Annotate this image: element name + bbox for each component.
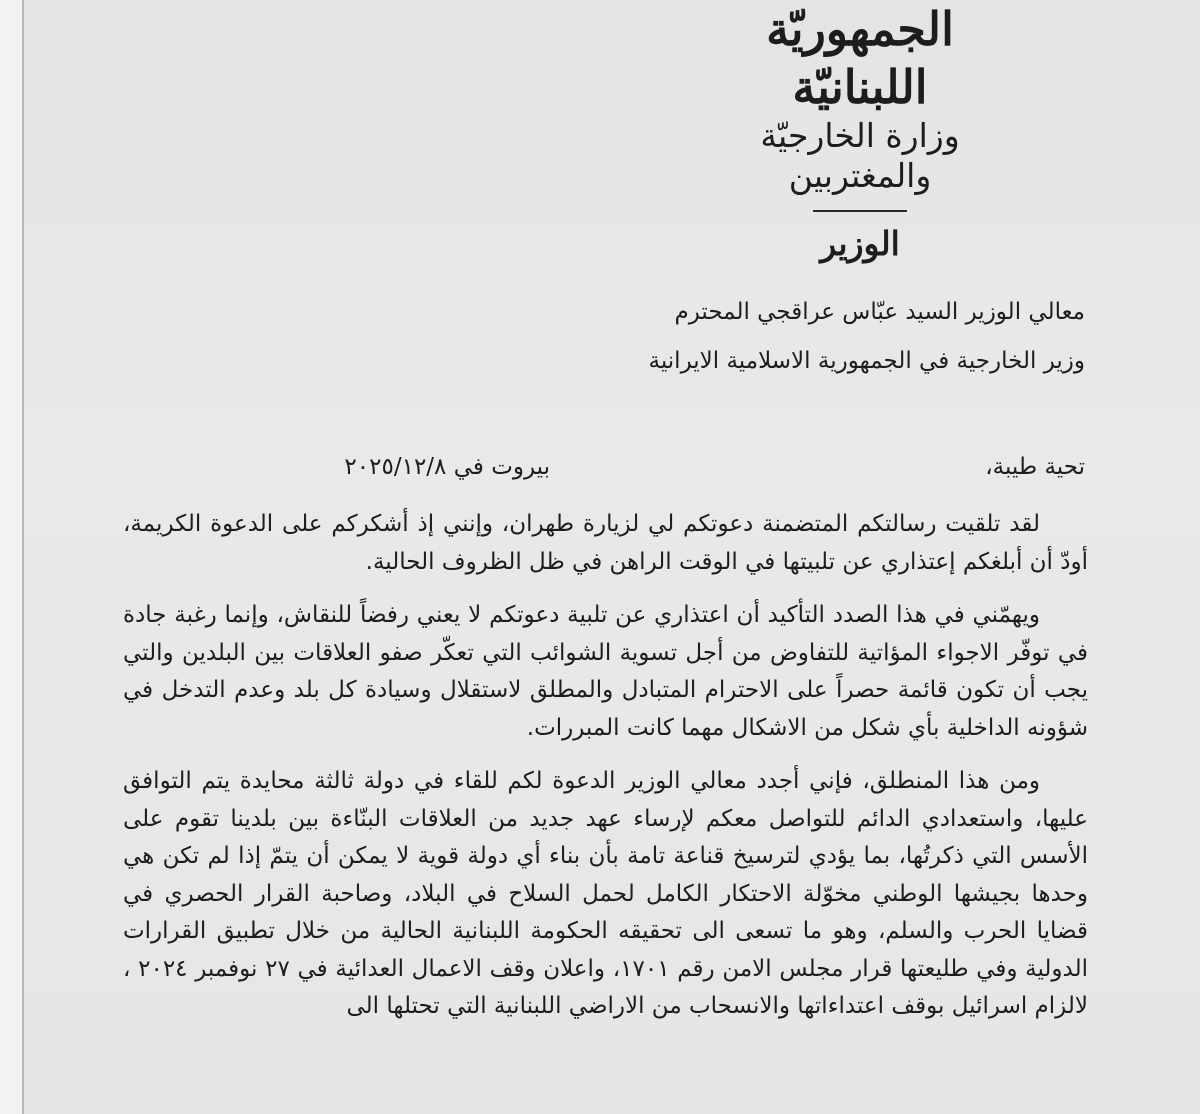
letterhead xyxy=(710,0,1010,266)
letterhead-minister-title: الوزير xyxy=(820,224,900,263)
page-margin xyxy=(0,0,22,1114)
body-paragraph: لقد تلقيت رسالتكم المتضمنة دعوتكم لي لزيارة طهران، وإنني إذ أشكركم على الدعوة الكريمة، أودّ أن أبلغكم إعتذاري عن تلبيتها في الوقت الراهن في ظل الظروف الحالية. xyxy=(123,511,1088,575)
body-paragraph: ويهمّني في هذا الصدد التأكيد أن اعتذاري عن تلبية دعوتكم لا يعني رفضاً للنقاش، وإنما رغبة جادة في توفّر الاجواء المؤاتية للتفاوض من أجل تسوية الشوائب التي تعكّر صفو العلاقات بين البلدين والتي يجب أن تكون قائمة حصراً على الاحترام المتبادل والمطلق لاستقلال وسيادة كل بلد وعدم التدخل في شؤونه الداخلية بأي شكل من الاشكال مهما كانت المبررات. xyxy=(123,602,1088,741)
addressee-name: معالي الوزير السيد عبّاس عراقجي المحترم xyxy=(674,299,1085,325)
letter-date: بيروت في ٢٠٢٥/١٢/٨ xyxy=(344,454,550,480)
letterhead-ministry: وزارة الخارجيّة والمغتربين xyxy=(760,116,960,195)
letter-body xyxy=(123,506,1088,1026)
letterhead-divider xyxy=(813,210,907,212)
addressee-block xyxy=(649,288,1086,386)
letterhead-republic: الجمهوريّة اللبنانيّة xyxy=(766,2,954,114)
body-paragraph: ومن هذا المنطلق، فإني أجدد معالي الوزير الدعوة لكم للقاء في دولة ثالثة محايدة يتم التوافق عليها، واستعدادي الدائم للتواصل معكم لإرساء عهد جديد من العلاقات البنّاءة بين بلدينا تقوم على الأسس التي ذكرتُها، بما يؤدي لترسيخ قناعة تامة بأن بناء أي دولة قوية لا يمكن أن يتمّ إذا لم تكن هي وحدها بجيشها الوطني مخوّلة الاحتكار الكامل لحمل السلاح في البلاد، وصاحبة القرار الحصري في قضايا الحرب والسلم، وهو ما تسعى الى تحقيقه الحكومة اللبنانية الحالية من خلال تطبيق القرارات الدولية وفي طليعتها قرار مجلس الامن رقم ١٧٠١، واعلان وقف الاعمال العدائية في ٢٧ نوفمبر ٢٠٢٤ ، لالزام اسرائيل بوقف اعتداءاتها والانسحاب من الاراضي اللبنانية التي تحتلها الى xyxy=(123,768,1089,1019)
greeting: تحية طيبة، xyxy=(985,454,1085,480)
addressee-title: وزير الخارجية في الجمهورية الاسلامية الايرانية xyxy=(648,348,1085,374)
page-edge-line xyxy=(22,0,24,1114)
